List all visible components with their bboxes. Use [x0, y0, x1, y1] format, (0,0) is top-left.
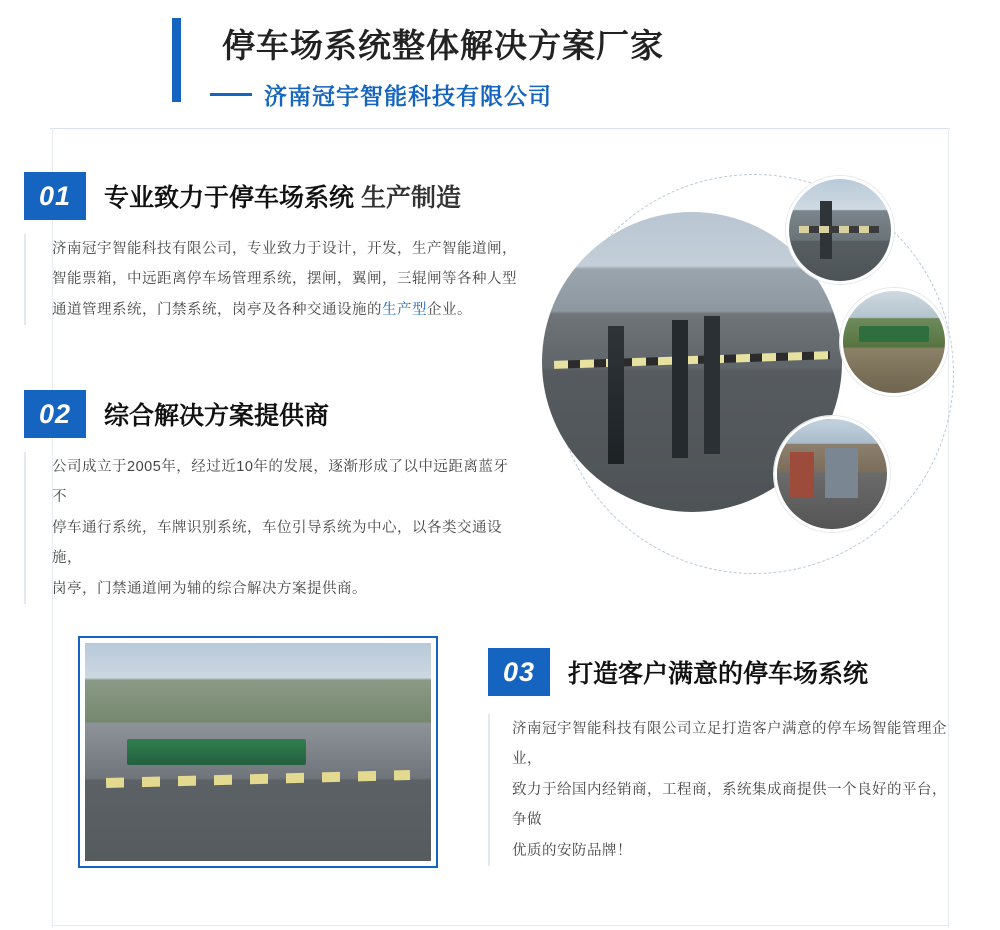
page-title: 停车场系统整体解决方案厂家: [222, 27, 664, 64]
header-accent-bar: [172, 18, 181, 102]
section-03: [488, 648, 958, 866]
section-02-line-3: 岗亭，门禁通道闸为辅的综合解决方案提供商。: [52, 580, 367, 597]
section-02-heading: [24, 390, 554, 438]
section-01-title: [104, 178, 461, 214]
section-01-line-3-tail: 企业。: [427, 301, 472, 318]
section-03-title: 打造客户满意的停车场系统: [568, 660, 869, 688]
section-01-body: [24, 234, 522, 325]
company-name: 济南冠宇智能科技有限公司: [264, 83, 552, 109]
section-03-body: [488, 714, 952, 866]
section-01-title-tail: 生产制造: [360, 184, 461, 212]
section-01-highlight: 生产型: [382, 301, 427, 318]
page-divider-bottom: [52, 925, 948, 926]
section-01-line-2: 智能票箱，中远距离停车场管理系统，摆闸，翼闸，三辊闸等各种人型: [52, 271, 517, 288]
section-03-line-3: 优质的安防品牌！: [512, 842, 632, 859]
section-01-line-3-text: 通道管理系统，门禁系统，岗亭及各种交通设施的: [52, 301, 382, 318]
photo-side-1-image: [789, 179, 891, 281]
header-dash-icon: [210, 93, 252, 96]
section-02: [24, 390, 554, 604]
photo-side-entrance-pillar: [786, 176, 894, 284]
header-subtitle-group: [210, 78, 552, 111]
photo-collage: [530, 160, 990, 590]
section-03-line-1: 济南冠宇智能科技有限公司立足打造客户满意的停车场智能管理企业，: [512, 721, 947, 768]
photo-bottom-residential-gate: [78, 636, 438, 868]
section-03-number: 03: [488, 648, 550, 696]
section-01-title-main: 专业致力于停车场系统: [104, 184, 355, 212]
photo-side-town-crossing: [774, 416, 890, 532]
section-03-heading: [488, 648, 958, 696]
photo-side-3-image: [777, 419, 887, 529]
photo-side-rural-banner: [840, 288, 948, 396]
page-header: [0, 0, 1000, 130]
section-01-line-1: 济南冠宇智能科技有限公司，专业致力于设计，开发，生产智能道闸，: [52, 241, 517, 257]
section-01-number: 01: [24, 172, 86, 220]
section-01-line-3: [52, 295, 522, 325]
section-02-line-1: 公司成立于2005年，经过近10年的发展，逐渐形成了以中远距离蓝牙不: [52, 459, 509, 506]
section-01-heading: [24, 172, 554, 220]
photo-side-2-image: [843, 291, 945, 393]
photo-bottom-image: [85, 643, 431, 861]
section-02-line-2: 停车通行系统，车牌识别系统，车位引导系统为中心，以各类交通设施，: [52, 519, 502, 567]
section-02-body: [24, 452, 522, 604]
section-02-number: 02: [24, 390, 86, 438]
section-02-title: 综合解决方案提供商: [104, 402, 330, 430]
header-divider: [50, 128, 950, 129]
section-01: [24, 172, 554, 325]
section-03-line-2: 致力于给国内经销商，工程商，系统集成商提供一个良好的平台，争做: [512, 781, 947, 829]
